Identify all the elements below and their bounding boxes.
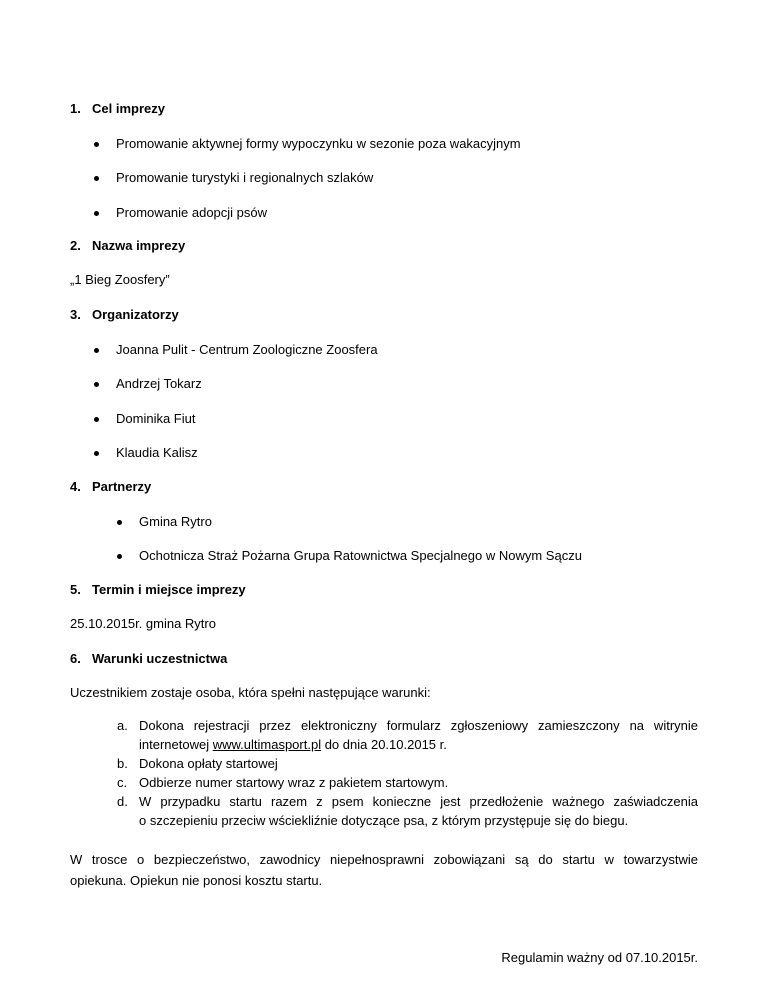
section-heading-4 bbox=[70, 479, 151, 494]
bullet-icon bbox=[94, 382, 99, 387]
partner-item: Ochotnicza Straż Pożarna Grupa Ratownictwa Specjalnego w Nowym Sączu bbox=[139, 548, 582, 563]
section-number: 2. bbox=[70, 238, 81, 253]
bullet-icon bbox=[94, 451, 99, 456]
organizer-item: Dominika Fiut bbox=[116, 411, 196, 426]
note-line2: opiekuna. Opiekun nie ponosi kosztu startu. bbox=[70, 873, 323, 888]
list-letter: b. bbox=[117, 756, 128, 771]
note-line1: W trosce o bezpieczeństwo, zawodnicy niepełnosprawni zobowiązani są do startu w towarzystwie bbox=[70, 852, 698, 867]
section-heading-2 bbox=[70, 238, 185, 253]
bullet-icon bbox=[94, 417, 99, 422]
section-title: Termin i miejsce imprezy bbox=[92, 582, 246, 597]
section-title: Cel imprezy bbox=[92, 101, 165, 116]
bullet-icon bbox=[94, 142, 99, 147]
event-name: „1 Bieg Zoosfery” bbox=[70, 272, 170, 287]
organizer-item: Joanna Pulit - Centrum Zoologiczne Zoosfera bbox=[116, 342, 378, 357]
conditions-intro: Uczestnikiem zostaje osoba, która spełni następujące warunki: bbox=[70, 685, 431, 700]
footer-validity: Regulamin ważny od 07.10.2015r. bbox=[501, 950, 698, 965]
condition-b: Dokona opłaty startowej bbox=[139, 756, 278, 771]
section-number: 3. bbox=[70, 307, 81, 322]
condition-a-line2 bbox=[139, 737, 447, 752]
organizer-item: Andrzej Tokarz bbox=[116, 376, 202, 391]
section-title: Partnerzy bbox=[92, 479, 152, 494]
bullet-icon bbox=[94, 211, 99, 216]
list-letter: c. bbox=[117, 775, 128, 790]
section-heading-1 bbox=[70, 101, 165, 116]
section-heading-5 bbox=[70, 582, 246, 597]
section-number: 4. bbox=[70, 479, 81, 494]
goal-item: Promowanie adopcji psów bbox=[116, 205, 268, 220]
goal-item: Promowanie turystyki i regionalnych szlaków bbox=[116, 170, 374, 185]
section-title: Nazwa imprezy bbox=[92, 238, 186, 253]
bullet-icon bbox=[94, 176, 99, 181]
condition-a-date: do dnia 20.10.2015 r. bbox=[321, 737, 447, 752]
organizer-item: Klaudia Kalisz bbox=[116, 445, 198, 460]
condition-a-line1: Dokona rejestracji przez elektroniczny formularz zgłoszeniowy zamieszczony na witrynie bbox=[139, 718, 698, 733]
goal-item: Promowanie aktywnej formy wypoczynku w sezonie poza wakacyjnym bbox=[116, 136, 521, 151]
condition-a-text: internetowej bbox=[139, 737, 213, 752]
list-letter: d. bbox=[117, 794, 128, 809]
website-link[interactable]: www.ultimasport.pl bbox=[212, 737, 322, 752]
condition-c: Odbierze numer startowy wraz z pakietem startowym. bbox=[139, 775, 449, 790]
condition-d-line1: W przypadku startu razem z psem konieczne jest przedłożenie ważnego zaświadczenia bbox=[139, 794, 698, 809]
list-letter: a. bbox=[117, 718, 128, 733]
section-heading-3 bbox=[70, 307, 179, 322]
condition-d-line2: o szczepieniu przeciw wściekliźnie dotyczące psa, z którym przystępuje się do biegu. bbox=[139, 813, 629, 828]
bullet-icon bbox=[94, 348, 99, 353]
partner-item: Gmina Rytro bbox=[139, 514, 212, 529]
section-number: 1. bbox=[70, 101, 81, 116]
date-place: 25.10.2015r. gmina Rytro bbox=[70, 616, 216, 631]
section-heading-6 bbox=[70, 651, 227, 666]
section-number: 5. bbox=[70, 582, 81, 597]
section-title: Organizatorzy bbox=[92, 307, 179, 322]
section-number: 6. bbox=[70, 651, 81, 666]
bullet-icon bbox=[117, 520, 122, 525]
section-title: Warunki uczestnictwa bbox=[92, 651, 228, 666]
bullet-icon bbox=[117, 554, 122, 559]
